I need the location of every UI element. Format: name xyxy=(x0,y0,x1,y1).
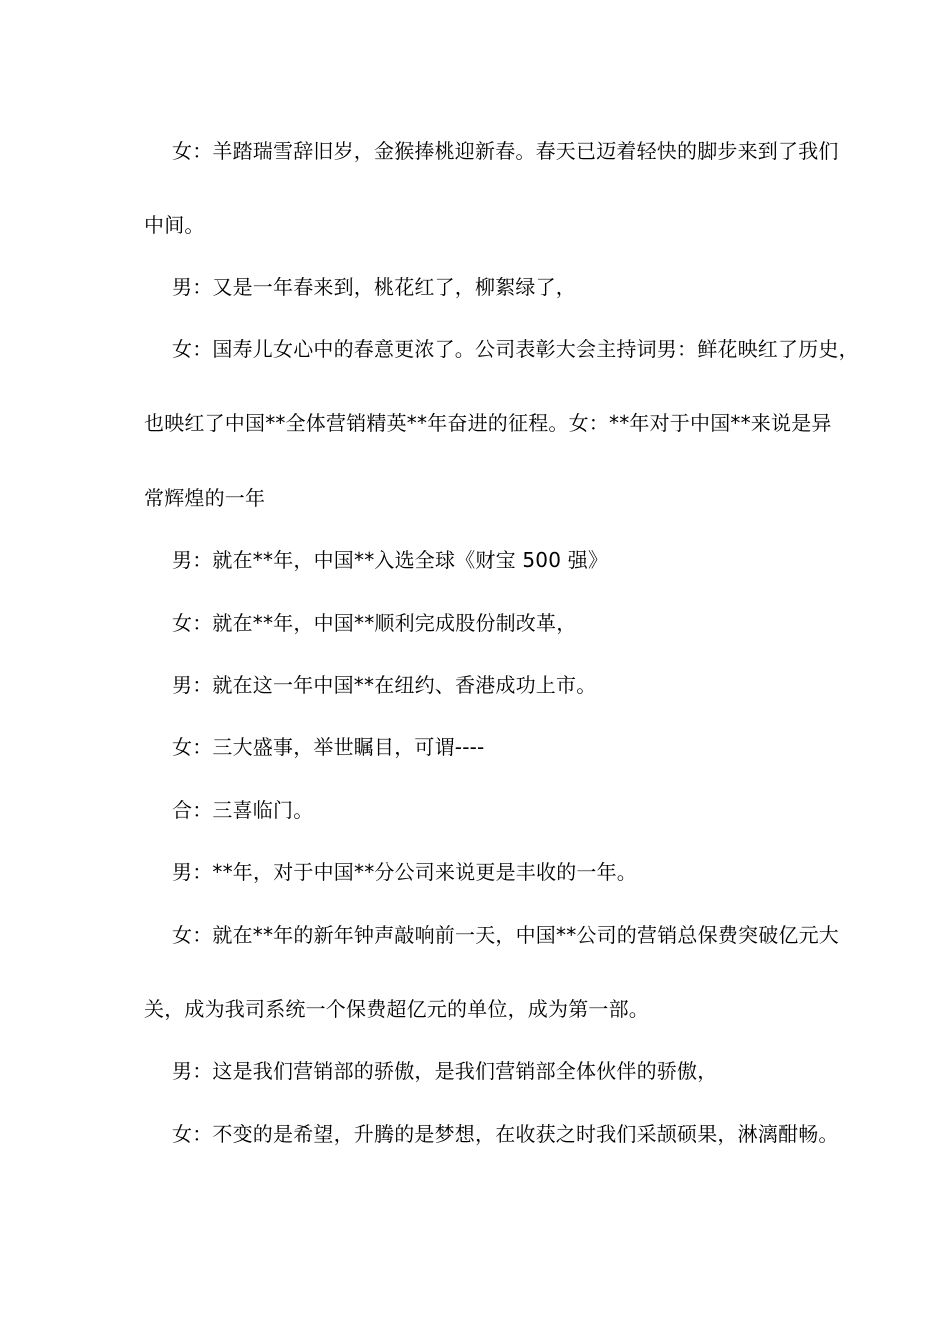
paragraph-line: 男：就在这一年中国**在纽约、香港成功上市。 xyxy=(172,673,597,697)
paragraph-line: 中间。 xyxy=(144,213,205,237)
paragraph-line: 男：就在**年，中国**入选全球《财宝 500 强》 xyxy=(172,548,609,572)
paragraph-line: 女：就在**年的新年钟声敲响前一天，中国**公司的营销总保费突破亿元大 xyxy=(172,923,839,947)
paragraph-line: 女：就在**年，中国**顺利完成股份制改革， xyxy=(172,611,577,635)
paragraph-line: 也映红了中国**全体营销精英**年奋进的征程。女：**年对于中国**来说是异 xyxy=(144,411,832,435)
paragraph-line: 女：不变的是希望，升腾的是梦想，在收获之时我们采颉硕果，淋漓酣畅。 xyxy=(172,1122,839,1146)
paragraph-line: 女：羊踏瑞雪辞旧岁，金猴捧桃迎新春。春天已迈着轻快的脚步来到了我们 xyxy=(172,139,839,163)
paragraph-line: 男：又是一年春来到，桃花红了，柳絮绿了， xyxy=(172,275,576,299)
paragraph-line: 常辉煌的一年 xyxy=(144,486,266,510)
paragraph-line: 合：三喜临门。 xyxy=(172,798,314,822)
paragraph-line: 男：**年，对于中国**分公司来说更是丰收的一年。 xyxy=(172,860,637,884)
paragraph-line: 男：这是我们营销部的骄傲，是我们营销部全体伙伴的骄傲， xyxy=(172,1059,718,1083)
paragraph-line: 关，成为我司系统一个保费超亿元的单位，成为第一部。 xyxy=(144,997,649,1021)
paragraph-line: 女：三大盛事，举世瞩目，可谓---- xyxy=(172,735,485,759)
paragraph-line: 女：国寿儿女心中的春意更浓了。公司表彰大会主持词男：鲜花映红了历史， xyxy=(172,337,859,361)
